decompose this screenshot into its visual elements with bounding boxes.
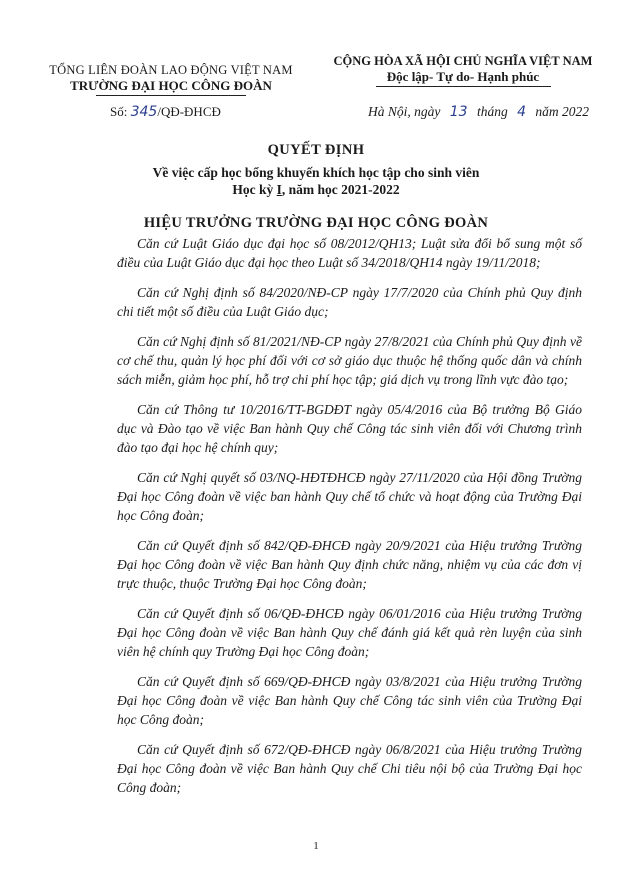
- document-number-suffix: /QĐ-ĐHCĐ: [157, 104, 221, 119]
- document-body: [117, 234, 582, 808]
- motto-underline: [376, 86, 551, 87]
- legal-basis-paragraph: Căn cứ Nghị quyết số 03/NQ-HĐTĐHCĐ ngày 27/11/2020 của Hội đồng Trường Đại học Công đoàn về việc ban hành Quy chế tổ chức và hoạt động của Trường Đại học Công đoàn;: [117, 470, 582, 523]
- subtitle-line-1: Về việc cấp học bổng khuyến khích học tập cho sinh viên: [152, 165, 480, 180]
- organization-name: TRƯỜNG ĐẠI HỌC CÔNG ĐOÀN: [70, 78, 272, 93]
- subtitle-term: I: [276, 182, 282, 197]
- issuing-organization: [40, 62, 302, 96]
- legal-basis-paragraph: Căn cứ Quyết định số 669/QĐ-ĐHCĐ ngày 03/8/2021 của Hiệu trưởng Trường Đại học Công đoàn về việc Ban hành Quy chế Công tác sinh viên của Trường Đại học Công đoàn;: [117, 674, 582, 727]
- document-number-prefix: Số:: [110, 104, 128, 119]
- place-label: Hà Nội, ngày: [368, 104, 441, 119]
- organization-underline: [96, 95, 246, 96]
- date-month: 4: [517, 104, 527, 120]
- legal-basis-paragraph: Căn cứ Quyết định số 672/QĐ-ĐHCĐ ngày 06/8/2021 của Hiệu trưởng Trường Đại học Công đoàn về việc Ban hành Quy chế Chi tiêu nội bộ của Trường Đại học Công đoàn;: [117, 742, 582, 795]
- legal-basis-paragraph: Căn cứ Quyết định số 06/QĐ-ĐHCĐ ngày 06/01/2016 của Hiệu trưởng Trường Đại học Công đoàn về việc Ban hành Quy chế đánh giá kết quả rèn luyện của sinh viên hệ chính quy Trường Đại học Công đoàn;: [117, 606, 582, 659]
- place-and-date: [368, 104, 589, 120]
- legal-basis-paragraph: Căn cứ Quyết định số 842/QĐ-ĐHCĐ ngày 20/9/2021 của Hiệu trưởng Trường Đại học Công đoàn về việc Ban hành Quy định chức năng, nhiệm vụ của các đơn vị trực thuộc, thuộc Trường Đại học Công đoàn;: [117, 538, 582, 591]
- subtitle-term-suffix: , năm học 2021-2022: [281, 182, 400, 197]
- subtitle-term-prefix: Học kỳ: [232, 182, 277, 197]
- legal-basis-paragraph: Căn cứ Thông tư 10/2016/TT-BGDĐT ngày 05/4/2016 của Bộ trưởng Bộ Giáo dục và Đào tạo về việc Ban hành Quy chế Công tác sinh viên đối với Chương trình đào tạo đại học hệ chính quy;: [117, 402, 582, 455]
- document-number-value: 345: [130, 104, 158, 120]
- document-number: [110, 104, 221, 120]
- year-label: năm 2022: [535, 104, 590, 119]
- legal-basis-paragraph: Căn cứ Nghị định số 81/2021/NĐ-CP ngày 27/8/2021 của Chính phủ Quy định về cơ chế thu, quản lý học phí đối với cơ sở giáo dục thuộc hệ thống quốc dân và chính sách miễn, giảm học phí, hỗ trợ chi phí học tập; giá dịch vụ trong lĩnh vực đào tạo;: [117, 334, 582, 387]
- document-title: QUYẾT ĐỊNH: [267, 142, 365, 158]
- page-number: 1: [313, 840, 319, 852]
- month-label: tháng: [476, 104, 508, 119]
- national-header: [322, 54, 604, 87]
- national-motto: Độc lập- Tự do- Hạnh phúc: [386, 69, 540, 84]
- subtitle-line-2: [0, 182, 632, 198]
- country-name: CỘNG HÒA XÃ HỘI CHỦ NGHĨA VIỆT NAM: [333, 54, 593, 68]
- issuer-heading: HIỆU TRƯỞNG TRƯỜNG ĐẠI HỌC CÔNG ĐOÀN: [143, 215, 489, 231]
- date-day: 13: [449, 104, 468, 120]
- parent-organization: TỔNG LIÊN ĐOÀN LAO ĐỘNG VIỆT NAM: [49, 63, 293, 77]
- legal-basis-paragraph: Căn cứ Luật Giáo dục đại học số 08/2012/QH13; Luật sửa đổi bổ sung một số điều của Luật Giáo dục đại học theo Luật số 34/2018/QH14 ngày 19/11/2018;: [117, 236, 582, 270]
- legal-basis-paragraph: Căn cứ Nghị định số 84/2020/NĐ-CP ngày 17/7/2020 của Chính phủ Quy định chi tiết một số điều của Luật Giáo dục;: [117, 285, 582, 319]
